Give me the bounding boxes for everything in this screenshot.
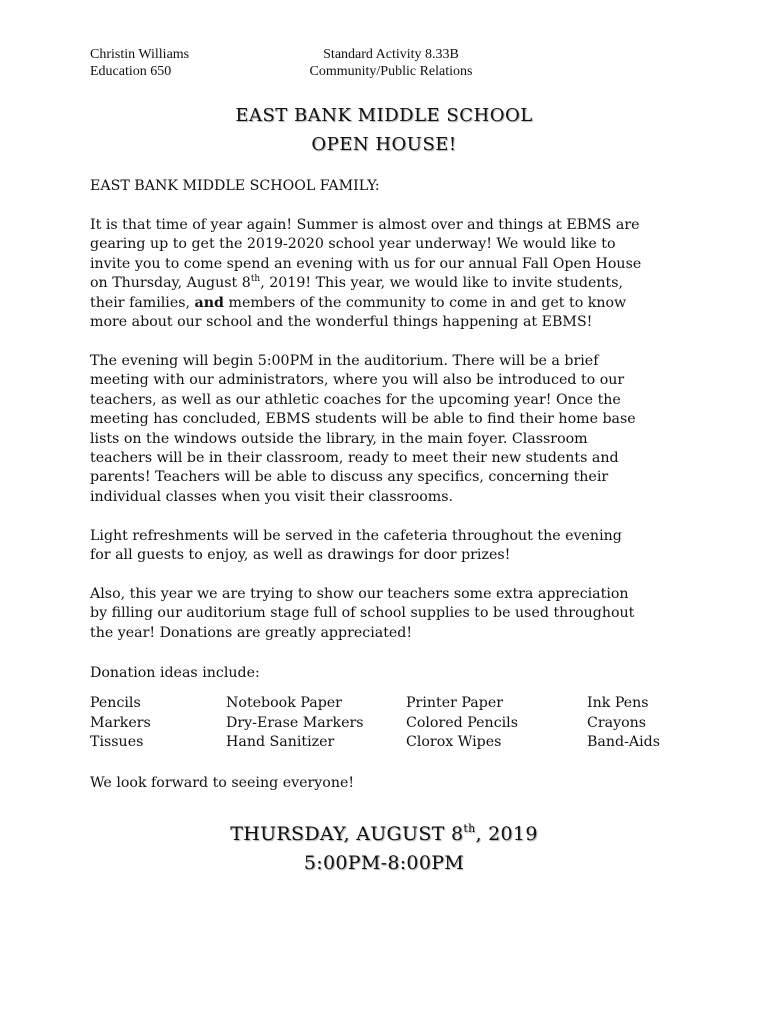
closing bbox=[90, 774, 690, 793]
title-open-house: OPEN HOUSE! bbox=[311, 134, 457, 155]
closing-text: We look forward to seeing everyone! bbox=[90, 775, 355, 791]
event-details bbox=[0, 820, 768, 878]
paragraph-schedule bbox=[90, 352, 690, 507]
paragraph-line: It is that time of year again! Summer is almost over and things at EBMS are bbox=[90, 217, 640, 233]
paragraph-line: teachers, as well as our athletic coaches for the upcoming year! Once the bbox=[90, 391, 621, 408]
donation-item: Clorox Wipes bbox=[406, 734, 502, 751]
paragraph-donations bbox=[90, 585, 690, 643]
donation-list bbox=[90, 694, 690, 753]
donation-row bbox=[90, 694, 690, 714]
event-date bbox=[0, 820, 768, 849]
donation-intro bbox=[90, 664, 690, 683]
donation-item: Hand Sanitizer bbox=[226, 734, 335, 751]
author-name: Christin Williams bbox=[90, 47, 190, 62]
event-time: 5:00PM-8:00PM bbox=[303, 852, 465, 874]
paragraph-line: by filling our auditorium stage full of school supplies to be used throughout bbox=[90, 605, 635, 622]
paragraph-line bbox=[90, 274, 690, 293]
donation-item: Colored Pencils bbox=[406, 714, 518, 731]
donation-item: Crayons bbox=[587, 714, 647, 731]
paragraph-refreshments bbox=[90, 527, 690, 566]
line-text: on Thursday, August 8 bbox=[90, 275, 251, 292]
standard-activity: Standard Activity 8.33B bbox=[323, 47, 459, 62]
paragraph-line: The evening will begin 5:00PM in the auditorium. There will be a brief bbox=[90, 353, 599, 369]
ordinal-suffix: th bbox=[463, 822, 476, 835]
donation-intro-text: Donation ideas include: bbox=[90, 665, 260, 681]
paragraph-line: invite you to come spend an evening with us for our annual Fall Open House bbox=[90, 255, 642, 272]
paragraph-line: Light refreshments will be served in the cafeteria throughout the evening bbox=[90, 528, 622, 544]
paragraph-line: the year! Donations are greatly appreciated! bbox=[90, 624, 413, 641]
paragraph-line: individual classes when you visit their classrooms. bbox=[90, 488, 454, 505]
paragraph-line: lists on the windows outside the library, in the main foyer. Classroom bbox=[90, 430, 588, 447]
donation-row bbox=[90, 733, 690, 753]
donation-item: Notebook Paper bbox=[226, 695, 342, 711]
document-title bbox=[0, 101, 768, 159]
donation-item: Dry-Erase Markers bbox=[226, 714, 364, 731]
course-name: Education 650 bbox=[90, 64, 172, 79]
paragraph-line bbox=[90, 294, 690, 313]
paragraph-line: gearing up to get the 2019-2020 school year underway! We would like to bbox=[90, 236, 616, 253]
header-left bbox=[90, 46, 189, 80]
title-school-name: EAST BANK MIDDLE SCHOOL bbox=[235, 105, 533, 126]
paragraph-line: for all guests to enjoy, as well as drawings for door prizes! bbox=[90, 547, 511, 564]
header-right bbox=[296, 46, 486, 80]
paragraph-intro bbox=[90, 216, 690, 332]
greeting-text: EAST BANK MIDDLE SCHOOL FAMILY: bbox=[90, 178, 380, 194]
paragraph-line: meeting has concluded, EBMS students will be able to find their home base bbox=[90, 411, 636, 428]
line-text: their families, bbox=[90, 294, 195, 311]
donation-item: Ink Pens bbox=[587, 695, 649, 711]
paragraph-line: teachers will be in their classroom, ready to meet their new students and bbox=[90, 450, 619, 467]
activity-topic: Community/Public Relations bbox=[309, 64, 473, 79]
line-text: , 2019! This year, we would like to invite students, bbox=[260, 275, 624, 292]
event-date-text: THURSDAY, AUGUST 8 bbox=[230, 823, 464, 845]
donation-row bbox=[90, 714, 690, 734]
paragraph-line: meeting with our administrators, where you will also be introduced to our bbox=[90, 372, 625, 389]
paragraph-line: more about our school and the wonderful things happening at EBMS! bbox=[90, 314, 593, 331]
greeting bbox=[90, 177, 690, 196]
paragraph-line: Also, this year we are trying to show our teachers some extra appreciation bbox=[90, 586, 629, 602]
ordinal-suffix: th bbox=[250, 274, 261, 285]
bold-and: and bbox=[194, 294, 224, 311]
donation-item: Band-Aids bbox=[587, 734, 661, 751]
event-year-text: , 2019 bbox=[475, 823, 538, 845]
donation-item: Markers bbox=[90, 714, 151, 731]
paragraph-line: parents! Teachers will be able to discuss any specifics, concerning their bbox=[90, 469, 609, 486]
donation-item: Printer Paper bbox=[406, 695, 504, 711]
donation-item: Tissues bbox=[90, 734, 144, 751]
line-text: members of the community to come in and get to know bbox=[223, 294, 627, 311]
donation-item: Pencils bbox=[90, 695, 141, 711]
